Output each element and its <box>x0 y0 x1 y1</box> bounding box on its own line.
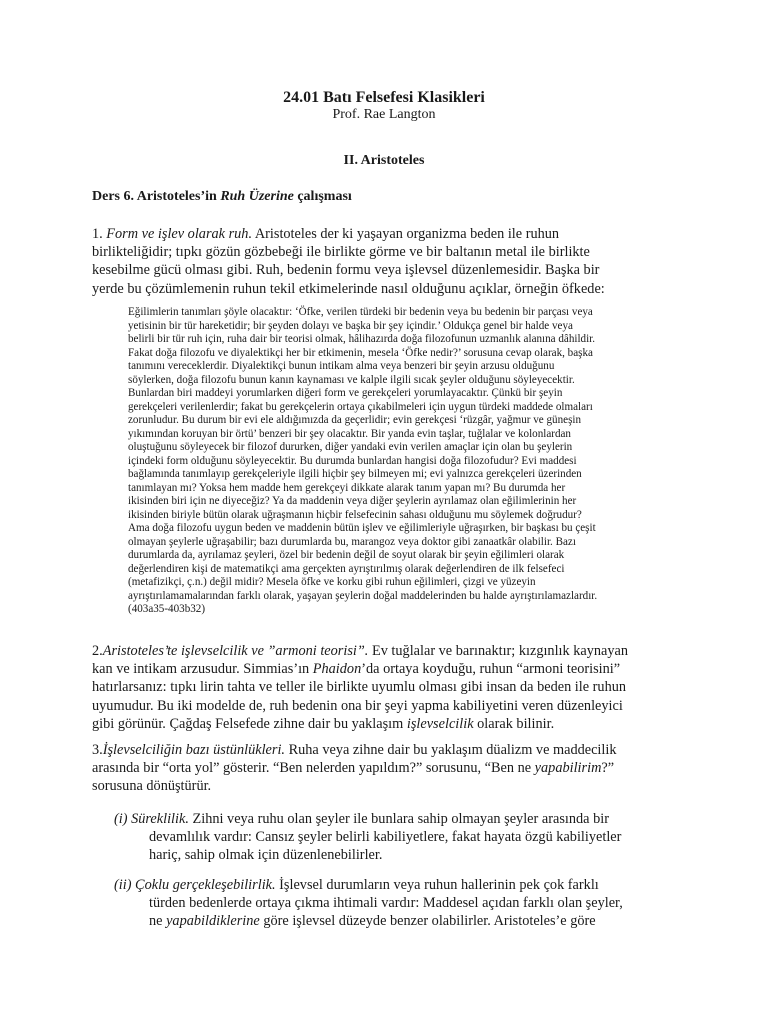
term-emphasis: yapabilirim <box>534 760 602 777</box>
list-item-label: (i) <box>114 811 132 827</box>
paragraph-line: birlikteliğidir; tıpkı gözün gözbebeği ile birlikte görme ve bir baltanın metal ile birlikte <box>92 244 590 261</box>
paragraph-line <box>92 660 692 678</box>
paragraph-text: ’da ortaya koyduğu, ruhun “armoni teorisini” <box>361 661 621 678</box>
paragraph-text: Ruha veya zihne dair bu yaklaşım düalizm ve maddecilik <box>285 742 617 758</box>
quote-line: oluştuğunu söyleyecek bir filozof dururken, diğer yandaki evin verilen amaçlar için olan bu şeylerin <box>128 441 573 453</box>
quote-line: bağlamında tanımlayıp gerekçeleriyle ilgili hiçbir şey bilmeyen mi; evi yalnızca gerekçeleri üzerinden <box>128 468 582 480</box>
paragraph-line <box>92 741 692 759</box>
paragraph-line <box>92 759 692 777</box>
list-item-label: (ii) <box>114 877 136 893</box>
paragraph-heading: Aristoteles’te işlevselcilik ve ”armoni teorisi”. <box>102 643 369 659</box>
list-item-line: devamlılık vardır: Cansız şeyler belirli kabiliyetlere, fakat hayata özgü kabiliyetler <box>149 829 622 846</box>
list-item-line <box>114 912 704 930</box>
paragraph-text: kan ve intikam arzusudur. Simmias’ın <box>92 661 313 678</box>
paragraph-number: 3. <box>92 742 103 758</box>
quote-line: (metafizikçi, ç.n.) değil midir? Mesela öfke ve korku gibi ruhun eğilimleri, çizgi ve yüzeyin <box>128 576 536 588</box>
quote-line: tanımlayan mı? Yoksa hem madde hem gerekçeyi dikkate alarak tanım yapan mı? Bu durumda her <box>128 481 566 494</box>
lesson-work-title: Ruh Üzerine <box>220 189 294 204</box>
lesson-suffix: çalışması <box>293 189 352 204</box>
quote-line: ikisinden biri için ne diyeceğiz? Ya da maddenin veya diğer şeylerin ayrılamaz olan eğilimlerinin her <box>128 495 577 507</box>
author-name: Prof. Rae Langton <box>332 107 436 122</box>
lesson-prefix: Ders 6. Aristoteles’in <box>92 189 221 204</box>
quote-line: değerlendiren kişi de matematikçi ama gerçekten ayrıştırılmış olarak değerlendiren de ilk felsefeci <box>128 562 565 575</box>
quote-line: olmayan şeylerle uğraşabilir; bazı durumlarda bu, marangoz veya doktor gibi zanaatkâr olabilir. Bazı <box>128 535 576 548</box>
paragraph-line <box>92 642 692 660</box>
paragraph-line: uyumudur. Bu iki modelde de, ruh bedenin ona bir şeyi yapma kabiliyetini veren düzenleyici <box>92 697 623 714</box>
quote-line: tanımını vereceklerdir. Diyalektikçi bunun intikam alma veya benzeri bir şeyin arzusu olduğunu <box>128 360 555 372</box>
list-item-text: Zihni veya ruhu olan şeyler ile bunlara sahip olmayan şeyler arasında bir <box>188 811 609 827</box>
quote-line: ayrıştırılamamalarından farklı olarak, yaşayan şeylerin doğal maddelerinden bu halde ayrıştırılamazlardır. <box>128 589 598 602</box>
paragraph-line: hatırlarsanız: tıpkı lirin tahta ve teller ile birlikte uyumlu olması gibi insan da beden ile ruhun <box>92 679 627 696</box>
list-item-text: İşlevsel durumların veya ruhun hallerinin pek çok farklı <box>275 877 599 893</box>
paragraph-2 <box>92 642 692 733</box>
paragraph-line <box>92 715 692 733</box>
quote-line: yıkımından koruyan bir örtü’ benzeri bir şey olacaktır. Bir yanda evin taşlar, tuğlalar ve kolonlardan <box>128 427 571 440</box>
paragraph-line: yerde bu çözümlemenin ruhun tekil etkimelerinde nasıl olduğunu açıklar, örneğin öfkede: <box>92 280 605 297</box>
document-title: 24.01 Batı Felsefesi Klasikleri <box>283 89 485 106</box>
quote-line: zorunludur. Bu durum bir evi ele aldığımızda da geçerlidir; evin gerekçesi ‘rüzgâr, yağmur ve güneşin <box>128 414 582 426</box>
paragraph-text: Aristoteles der ki yaşayan organizma beden ile ruhun <box>252 226 560 242</box>
quote-line: Bunlardan biri maddeyi yorumlarken diğeri form ve gerekçeleri yorumlayacaktır. Çünkü bir şeyin <box>128 387 563 399</box>
list-item-i <box>114 810 704 865</box>
paragraph-number: 2. <box>92 643 103 659</box>
list-item-heading: Süreklilik. <box>131 811 189 827</box>
quote-line: Fakat doğa filozofu ve diyalektikçi her bir etkimenin, mesela ‘Öfke nedir?’ sorusuna cevap olarak, başka <box>128 346 593 359</box>
quote-line: söylerken, doğa filozofu bunun kanın kaynaması ve kalple ilgili sıcak şeyler olduğunu söyleyecektir. <box>128 373 575 386</box>
paragraph-1 <box>92 225 692 298</box>
term-emphasis: işlevselcilik <box>406 715 474 732</box>
block-quote <box>128 306 688 617</box>
paragraph-text: ?” <box>601 760 615 777</box>
paragraph-heading: Form ve işlev olarak ruh. <box>106 226 253 242</box>
quote-line: gerekçeleri verilenlerdir; fakat bu gerekçelerin ortaya çıkabilmeleri için uygun türdeki maddede olmaları <box>128 400 593 413</box>
quote-line: durumlarda da, ayrılamaz şeyleri, özel bir bedenin değil de soyut olarak bir şeyin eğilimleri olarak <box>128 549 565 561</box>
paragraph-text: arasında bir “orta yol” gösterir. “Ben nelerden yapıldım?” sorusunu, “Ben ne <box>92 760 535 777</box>
quote-line: Ama doğa filozofu uygun beden ve maddenin bütün işlev ve eğilimleriyle uğraşırken, bir başkası bu çeşit <box>128 522 596 534</box>
list-item-line <box>114 810 704 828</box>
list-item-heading: Çoklu gerçekleşebilirlik. <box>135 877 276 893</box>
list-item-line: hariç, sahip olmak için düzenlenebilirler. <box>149 847 383 864</box>
section-heading: II. Aristoteles <box>343 153 425 168</box>
quote-line: içindeki form olduğunu söyleyecektir. Bu durumda bunlardan hangisi doğa filozofudur? Evi maddesi <box>128 454 577 467</box>
list-item-line <box>114 876 704 894</box>
lesson-heading <box>92 188 352 206</box>
paragraph-number: 1. <box>92 226 107 242</box>
paragraph-text: gibi görünür. Çağdaş Felsefede zihne dair bu yaklaşım <box>92 715 407 732</box>
paragraph-3 <box>92 741 692 796</box>
paragraph-text: Ev tuğlalar ve barınaktır; kızgınlık kaynayan <box>368 643 629 659</box>
list-item-ii <box>114 876 704 931</box>
list-item-text: ne <box>149 913 167 930</box>
quote-line: belirli bir tür ruh için, ruha dair bir teorisi olmak, hâlihazırda doğa filozofunun uzmanlık alanına dâhildir. <box>128 333 596 345</box>
paragraph-line: kesebilme gücü olması gibi. Ruh, bedenin formu veya işlevsel düzenlemesidir. Başka bir <box>92 262 600 279</box>
list-item-text: göre işlevsel düzeyde benzer olabilirler. Aristoteles’e göre <box>259 913 596 930</box>
paragraph-line <box>92 225 692 243</box>
paragraph-text: olarak bilinir. <box>473 715 555 732</box>
quote-line: ikisinden biriyle bütün olarak uğraşmanın hiçbir felsefecinin sahası olduğunu mu söylemek doğrudur? <box>128 508 582 521</box>
paragraph-heading: İşlevselciliğin bazı üstünlükleri. <box>102 742 285 758</box>
quote-line: yetisinin bir tür hareketidir; bir şeyden dolayı ve başka bir şey içindir.’ Oldukça genel bir halde veya <box>128 319 573 332</box>
list-item-line: türden bedenlerde ortaya çıkma ihtimali vardır: Maddesel açıdan farklı olan şeyler, <box>149 895 623 912</box>
paragraph-line: sorusuna dönüştürür. <box>92 778 212 795</box>
quote-line: (403a35-403b32) <box>128 603 206 615</box>
work-title: Phaidon <box>312 661 362 678</box>
term-emphasis: yapabildiklerine <box>166 913 260 930</box>
quote-line: Eğilimlerin tanımları şöyle olacaktır: ‘Öfke, verilen türdeki bir bedenin veya bu bedenin bir parçası veya <box>128 306 593 318</box>
